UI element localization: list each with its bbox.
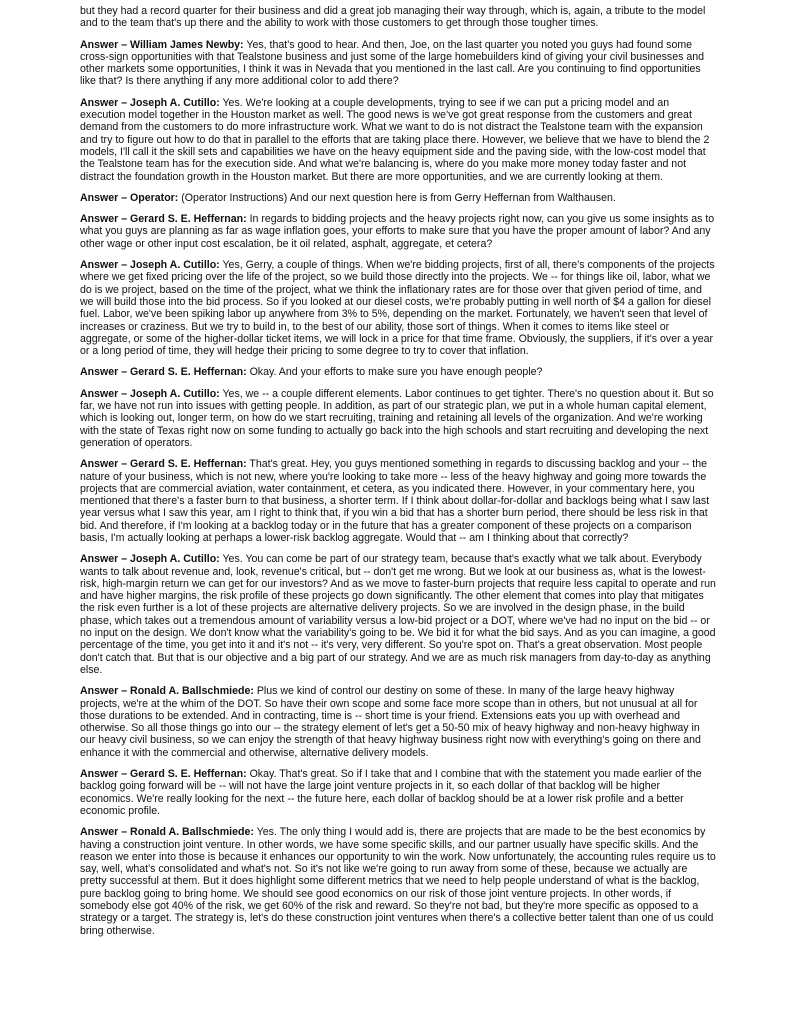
speaker-label: Answer – Operator: — [80, 191, 179, 204]
transcript-page — [80, 5, 716, 946]
transcript-entry — [80, 553, 716, 676]
speaker-label: Answer – Joseph A. Cutillo: — [80, 259, 220, 272]
transcript-entry — [80, 192, 716, 204]
transcript-entry — [80, 259, 716, 357]
entry-text: Okay. That's great. So if I take that and I combine that with the statement you made earlier of the backlog going forward will be -- will not have the large joint venture projects in it, so each dollar of that backlog will be higher economics. We're really looking for the next -- the future here, each dollar of backlog should be at a lower risk profile and a better economic profile. — [80, 768, 702, 817]
transcript-entry — [80, 458, 716, 544]
entry-text: Yes. You can come be part of our strategy team, because that's exactly what we talk about. Everybody wants to talk about revenue and, look, revenue's critical, but -- don't get me wrong. But we look at our business as, what is the lowest-risk, high-margin return we can get for our investors? And as we move to faster-burn projects that require less capital to operate and run and have higher margins, the risk profile of these projects go down significantly. The other element that comes into play that mitigates the risk even further is a lot of these projects are alternative delivery projects. So we are involved in the design phase, in the build phase, which takes out a tremendous amount of variability versus a low-bid project or a DOT, where we've had no input on the bid -- or no input on the design. We don't know what the variability's going to be. We bid it for what the bid says. And as you can imagine, a good percentage of the time, you get into it and it's not -- it's very, very different. So you're spot on. That's a great observation. Most people don't catch that. But that is our objective and a big part of our strategy. And we are as much risk managers from day-to-day as anything else. — [80, 553, 716, 676]
entry-text: Yes, Gerry, a couple of things. When we're bidding projects, first of all, there's components of the projects where we get fixed pricing over the life of the project, so we build those directly into the projects. We -- for things like oil, labor, what we do is we project, based on the time of the project, what we think the inflationary rates are for those over that given period of time, and we will build those into the bid process. So if you looked at our diesel costs, we're probably putting in well north of $4 a gallon for diesel fuel. Labor, we've been spiking labor up anywhere from 3% to 5%, depending on the market. Fortunately, we haven't seen that level of increases or craziness. But we try to build in, to the best of our ability, those sort of things. When it comes to items like steel or aggregate, or some of the higher-dollar ticket items, we will lock in a price for that time frame. Obviously, the suppliers, if it's over a year or a long period of time, they will hedge their pricing to some degree to try to cover that inflation. — [80, 259, 715, 358]
speaker-label: Answer – Joseph A. Cutillo: — [80, 553, 220, 566]
entry-text: Yes. We're looking at a couple developments, trying to see if we can put a pricing model and an execution model together in the Houston market as well. The good news is we've got great response from the customers and great demand from the customers to do more infrastructure work. What we want to do is not distract the Tealstone team with the expansion and try to figure out how to do that in parallel to the efforts that are taking place there. However, we believe that we have to blend the 2 models, I'll call it the skill sets and capabilities we have on the heavy equipment side and the paving side, with the low-cost model that the Tealstone team has for the execution side. And what we're balancing is, where do you make more money today faster and not distract the foundation growth in the Houston market. But there are more opportunities, and we are currently looking at them. — [80, 96, 710, 183]
entry-text: Plus we kind of control our destiny on some of these. In many of the large heavy highway projects, we're at the whim of the DOT. So have their own scope and some face more scope than in others, but not unusual at all for those durations to be extended. And in contracting, time is -- short time is your friend. Extensions eats you up with overhead and otherwise. So all those things go into our -- the strategy element of let's get a 50-50 mix of heavy highway and non-heavy highway in our heavy civil business, so we can enjoy the strength of that heavy highway business right now with everything's going on there and enhance it with the commercial and otherwise, alternative delivery models. — [80, 685, 701, 759]
transcript-entry — [80, 768, 716, 817]
speaker-label: Answer – Gerard S. E. Heffernan: — [80, 458, 247, 471]
speaker-label: Answer – Gerard S. E. Heffernan: — [80, 366, 247, 379]
entry-text: Yes, that's good to hear. And then, Joe, on the last quarter you noted you guys had found some cross-sign opportunities with that Tealstone business and just some of the large homebuilders kind of giving your civil businesses and other markets some opportunities, I think it was in Nevada that you mentioned in the last call. Are you continuing to find opportunities like that? Is there anything if any more additional color to add there? — [80, 38, 705, 88]
transcript-entry — [80, 685, 716, 759]
speaker-label: Answer – Ronald A. Ballschmiede: — [80, 826, 254, 839]
speaker-label: Answer – William James Newby: — [80, 38, 244, 51]
entry-text: Yes, we -- a couple different elements. Labor continues to get tighter. There's no question about it. But so far, we have not run into issues with getting people. In addition, as part of our strategic plan, we put in a whole human capital element, which is looking out, longer term, on how do we start recruiting, training and retaining all levels of the organization. And we're working with the state of Texas right now on some funding to actually go back into the high schools and start recruiting and developing the next generation of operators. — [80, 387, 714, 449]
entry-text: (Operator Instructions) And our next question here is from Gerry Heffernan from Walthausen. — [181, 191, 616, 204]
entry-text: In regards to bidding projects and the heavy projects right now, can you give us some insights as to what you guys are planning as far as wage inflation goes, your efforts to make sure that you have the proper amount of labor? And any other wage or other input cost escalation, be it oil related, asphalt, aggregate, et cetera? — [80, 213, 715, 250]
transcript-entry — [80, 826, 716, 937]
entry-text: That's great. Hey, you guys mentioned something in regards to discussing backlog and your -- the nature of your business, which is not new, where you're looking to take more -- less of the heavy highway and going more towards the projects that are commercial aviation, water containment, et cetera, as you indicated there. However, in your commentary here, you mentioned that there's a faster burn to that business, a shorter term. If I think about dollar-for-dollar and backlogs being what I saw last year versus what I saw this year, am I right to think that, if you win a bid that has a shorter burn period, there should be less risk in that bid. And therefore, if I'm looking at a backlog today or in the future that has a greater component of these projects on a comparison basis, I'm actually looking at perhaps a lower-risk backlog aggregate. Would that -- am I thinking about that correctly? — [80, 458, 710, 544]
entry-text: Yes. The only thing I would add is, there are projects that are made to be the best economics by having a construction joint venture. In other words, we have some specific skills, and our partner usually have specific skills. And the reason we enter into those is because it enhances our opportunity to win the work. Now unfortunately, the accounting rules require us to say, well, what's consolidated and what's not. So it's not like we're going to run away from some of these, because we actually are pretty successful at them. But it does highlight some different metrics that we need to help people understand of what is the backlog, pure backlog going to bring home. We should see good economics on our risk of those joint venture projects. In other words, if somebody else got 40% of the risk, we get 60% of the risk and reward. So they're not bad, but they're more specific as opposed to a strategy or a target. The strategy is, let's do these construction joint ventures when there's a collective better talent than one of us could bring otherwise. — [80, 826, 716, 937]
speaker-label: Answer – Ronald A. Ballschmiede: — [80, 685, 254, 698]
entry-text: Okay. And your efforts to make sure you have enough people? — [249, 366, 543, 379]
transcript-entry — [80, 39, 716, 88]
transcript-entry — [80, 213, 716, 250]
transcript-entry — [80, 97, 716, 183]
transcript-entry — [80, 366, 716, 378]
opening-paragraph — [80, 5, 716, 30]
speaker-label: Answer – Joseph A. Cutillo: — [80, 96, 220, 109]
speaker-label: Answer – Joseph A. Cutillo: — [80, 387, 220, 400]
speaker-label: Answer – Gerard S. E. Heffernan: — [80, 213, 247, 226]
transcript-entry — [80, 388, 716, 449]
speaker-label: Answer – Gerard S. E. Heffernan: — [80, 768, 247, 781]
opening-text: but they had a record quarter for their business and did a great job managing their way through, which is, again, a tribute to the model and to the team that's up there and the ability to work with those customers to get through those tougher times. — [80, 5, 706, 30]
